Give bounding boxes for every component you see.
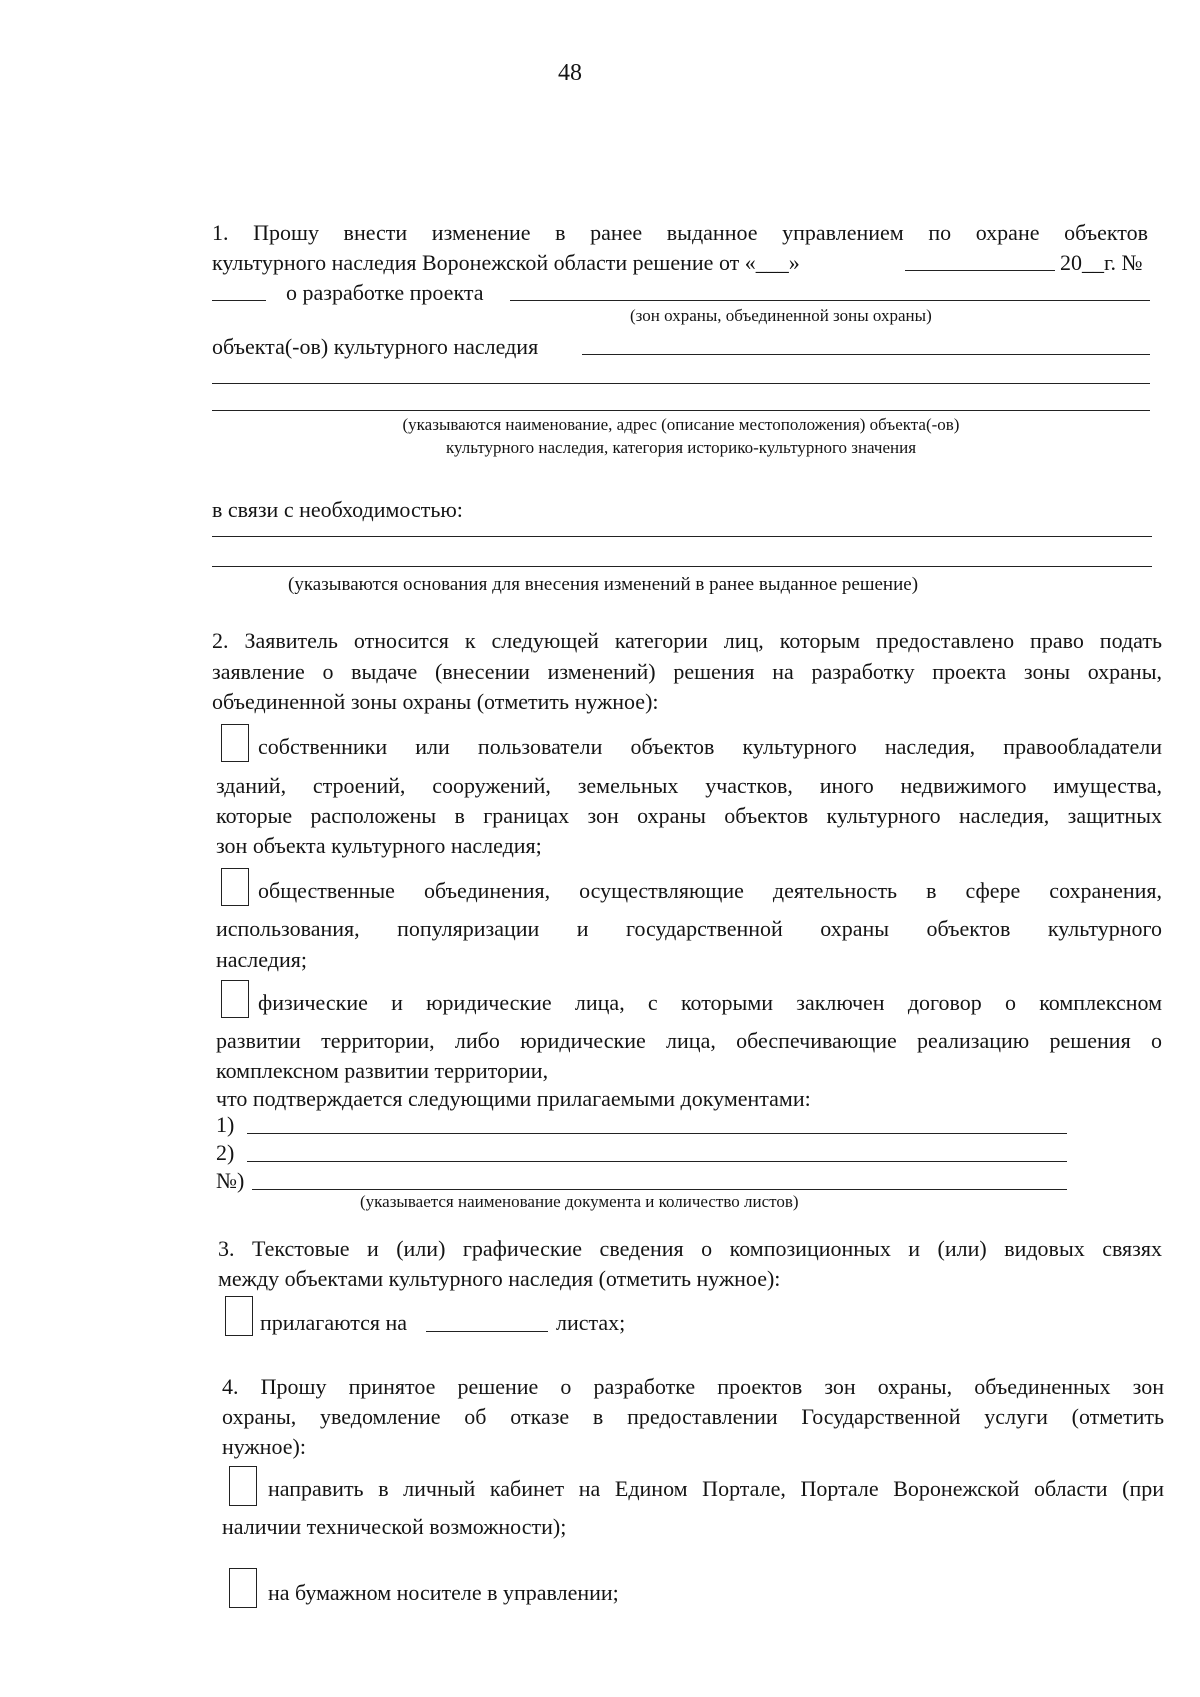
- objects-field-line-3[interactable]: [212, 410, 1150, 411]
- reasons-field-line-2[interactable]: [212, 566, 1152, 567]
- docs-label: что подтверждается следующими прилагаемыми документами:: [216, 1086, 811, 1111]
- doc-n-field-line[interactable]: [252, 1189, 1067, 1190]
- s3-opt-b: листах;: [556, 1310, 626, 1335]
- page-number: 48: [558, 60, 582, 86]
- s3-opt-a: прилагаются на: [260, 1310, 408, 1335]
- hint-zones: (зон охраны, объединенной зоны охраны): [630, 306, 932, 325]
- s1-line3: о разработке проекта: [286, 280, 484, 305]
- doc-1-field-line[interactable]: [247, 1133, 1067, 1134]
- reasons-field-line-1[interactable]: [212, 536, 1152, 537]
- doc-1-label: 1): [216, 1112, 235, 1137]
- opt1-line2: зданий, строений, сооружений, земельных участков, иного недвижимого имущества,: [216, 773, 1162, 798]
- objects-field-line-1[interactable]: [582, 354, 1150, 355]
- doc-n-label: №): [216, 1168, 245, 1193]
- s4-line1: 4. Прошу принятое решение о разработке проектов зон охраны, объединенных зон: [222, 1374, 1164, 1399]
- objects-label: объекта(-ов) культурного наследия: [212, 334, 539, 359]
- s3-line2: между объектами культурного наследия (отметить нужное):: [218, 1266, 781, 1291]
- s2-intro-1: 2. Заявитель относится к следующей категории лиц, которым предоставлено право подать: [212, 628, 1162, 653]
- doc-2-field-line[interactable]: [247, 1161, 1067, 1162]
- s2-intro-3: объединенной зоны охраны (отметить нужное):: [212, 689, 659, 714]
- checkbox-legal-entities[interactable]: [221, 980, 249, 1018]
- s4-opt1-line1: направить в личный кабинет на Едином Портале, Портале Воронежской области (при: [268, 1476, 1164, 1501]
- opt2-line2: использования, популяризации и государственной охраны объектов культурного: [216, 916, 1162, 941]
- opt3-line1: физические и юридические лица, с которыми заключен договор о комплексном: [258, 990, 1162, 1015]
- objects-field-line-2[interactable]: [212, 383, 1150, 384]
- number-field-line[interactable]: [212, 300, 266, 301]
- opt1-line3: которые расположены в границах зон охраны объектов культурного наследия, защитных: [216, 803, 1162, 828]
- checkbox-owners[interactable]: [221, 724, 249, 762]
- s4-line2: охраны, уведомление об отказе в предоставлении Государственной услуги (отметить: [222, 1404, 1164, 1429]
- hint-reasons: (указываются основания для внесения изменений в ранее выданное решение): [288, 574, 919, 595]
- s1-line1: 1. Прошу внести изменение в ранее выданное управлением по охране объектов: [212, 220, 1148, 245]
- date-field-line[interactable]: [905, 270, 1055, 271]
- s4-opt1-line2: наличии технической возможности);: [222, 1514, 567, 1539]
- s2-intro-2: заявление о выдаче (внесении изменений) решения на разработку проекта зоны охраны,: [212, 659, 1162, 684]
- checkbox-paper[interactable]: [229, 1568, 257, 1608]
- checkbox-public-associations[interactable]: [221, 868, 249, 906]
- s1-line2a: культурного наследия Воронежской области решение от «___»: [212, 250, 800, 275]
- opt2-line3: наследия;: [216, 947, 307, 972]
- opt1-line4: зон объекта культурного наследия;: [216, 833, 542, 858]
- s1-line2b: 20__г. №: [1060, 250, 1143, 275]
- hint-objects-1: (указываются наименование, адрес (описание местоположения) объекта(-ов): [402, 415, 960, 434]
- checkbox-personal-account[interactable]: [229, 1466, 257, 1506]
- s4-line3: нужное):: [222, 1434, 306, 1459]
- s3-line1: 3. Текстовые и (или) графические сведения о композиционных и (или) видовых связях: [218, 1236, 1162, 1261]
- checkbox-attached[interactable]: [225, 1296, 253, 1336]
- opt3-line2: развитии территории, либо юридические лица, обеспечивающие реализацию решения о: [216, 1028, 1162, 1053]
- hint-docs: (указывается наименование документа и количество листов): [360, 1192, 799, 1211]
- s4-opt2: на бумажном носителе в управлении;: [268, 1580, 619, 1605]
- opt2-line1: общественные объединения, осуществляющие деятельность в сфере сохранения,: [258, 878, 1162, 903]
- need-label: в связи с необходимостью:: [212, 497, 463, 522]
- opt3-line3: комплексном развитии территории,: [216, 1058, 549, 1083]
- doc-2-label: 2): [216, 1140, 235, 1165]
- opt1-line1: собственники или пользователи объектов культурного наследия, правообладатели: [258, 734, 1162, 759]
- hint-objects-2: культурного наследия, категория историко-культурного значения: [445, 438, 917, 457]
- project-field-line[interactable]: [510, 300, 1150, 301]
- sheets-count-field-line[interactable]: [426, 1331, 548, 1332]
